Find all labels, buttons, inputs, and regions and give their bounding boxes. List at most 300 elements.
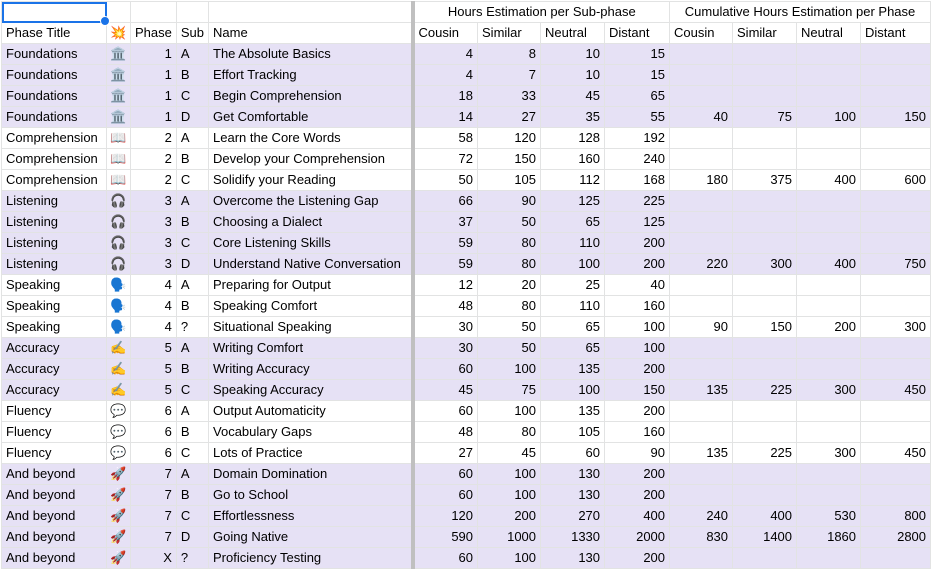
sub-phase-cell[interactable]: D: [176, 527, 208, 548]
cum-cousin-cell[interactable]: 90: [670, 317, 733, 338]
name-cell[interactable]: Going Native: [209, 527, 413, 548]
cum-similar-cell[interactable]: [733, 485, 797, 506]
neutral-hours-cell[interactable]: 110: [541, 296, 605, 317]
cum-neutral-cell[interactable]: [797, 548, 861, 569]
name-cell[interactable]: Choosing a Dialect: [209, 212, 413, 233]
cum-cousin-cell[interactable]: [670, 233, 733, 254]
phase-number-cell[interactable]: 1: [131, 107, 177, 128]
phase-icon[interactable]: 💬: [107, 401, 131, 422]
cum-similar-cell[interactable]: [733, 422, 797, 443]
distant-hours-cell[interactable]: 225: [605, 191, 670, 212]
distant-hours-cell[interactable]: 55: [605, 107, 670, 128]
cum-distant-cell[interactable]: [861, 44, 931, 65]
cum-similar-cell[interactable]: 400: [733, 506, 797, 527]
sub-phase-cell[interactable]: ?: [176, 317, 208, 338]
sub-phase-cell[interactable]: A: [176, 338, 208, 359]
distant-hours-cell[interactable]: 200: [605, 359, 670, 380]
neutral-hours-cell[interactable]: 130: [541, 548, 605, 569]
cum-neutral-cell[interactable]: 300: [797, 380, 861, 401]
sub-phase-cell[interactable]: B: [176, 212, 208, 233]
cum-neutral-cell[interactable]: 100: [797, 107, 861, 128]
distant-hours-cell[interactable]: 160: [605, 422, 670, 443]
neutral-hours-cell[interactable]: 65: [541, 212, 605, 233]
phase-icon[interactable]: 🗣️: [107, 317, 131, 338]
distant-hours-cell[interactable]: 15: [605, 65, 670, 86]
distant-hours-cell[interactable]: 200: [605, 254, 670, 275]
cousin-hours-cell[interactable]: 60: [413, 401, 478, 422]
cousin-hours-cell[interactable]: 12: [413, 275, 478, 296]
sub-phase-cell[interactable]: A: [176, 464, 208, 485]
phase-title-cell[interactable]: Foundations: [2, 86, 107, 107]
neutral-hours-cell[interactable]: 25: [541, 275, 605, 296]
name-cell[interactable]: Begin Comprehension: [209, 86, 413, 107]
distant-hours-cell[interactable]: 125: [605, 212, 670, 233]
neutral-hours-cell[interactable]: 112: [541, 170, 605, 191]
cum-similar-cell[interactable]: [733, 401, 797, 422]
phase-icon[interactable]: 🎧: [107, 233, 131, 254]
neutral-hours-cell[interactable]: 110: [541, 233, 605, 254]
neutral-hours-cell[interactable]: 100: [541, 380, 605, 401]
name-cell[interactable]: Speaking Accuracy: [209, 380, 413, 401]
cum-distant-cell[interactable]: 2800: [861, 527, 931, 548]
cousin-hours-cell[interactable]: 120: [413, 506, 478, 527]
sub-phase-cell[interactable]: A: [176, 44, 208, 65]
sub-phase-cell[interactable]: C: [176, 86, 208, 107]
cum-neutral-cell[interactable]: [797, 485, 861, 506]
cum-distant-cell[interactable]: 450: [861, 443, 931, 464]
similar-hours-cell[interactable]: 150: [478, 149, 541, 170]
name-cell[interactable]: Solidify your Reading: [209, 170, 413, 191]
phase-number-cell[interactable]: 4: [131, 296, 177, 317]
phase-title-cell[interactable]: Listening: [2, 191, 107, 212]
distant-hours-cell[interactable]: 168: [605, 170, 670, 191]
phase-title-cell[interactable]: Speaking: [2, 296, 107, 317]
sub-phase-cell[interactable]: B: [176, 359, 208, 380]
cousin-hours-cell[interactable]: 4: [413, 65, 478, 86]
neutral-hours-cell[interactable]: 160: [541, 149, 605, 170]
cum-cousin-cell[interactable]: [670, 296, 733, 317]
cum-similar-cell[interactable]: 300: [733, 254, 797, 275]
distant-hours-cell[interactable]: 200: [605, 485, 670, 506]
cum-distant-cell[interactable]: [861, 548, 931, 569]
neutral-hours-cell[interactable]: 135: [541, 359, 605, 380]
cum-neutral-cell[interactable]: [797, 359, 861, 380]
sub-phase-cell[interactable]: B: [176, 485, 208, 506]
phase-number-cell[interactable]: 1: [131, 65, 177, 86]
cousin-hours-cell[interactable]: 4: [413, 44, 478, 65]
similar-hours-cell[interactable]: 27: [478, 107, 541, 128]
cum-cousin-cell[interactable]: 220: [670, 254, 733, 275]
sub-phase-cell[interactable]: C: [176, 380, 208, 401]
cum-neutral-cell[interactable]: [797, 422, 861, 443]
cousin-hours-cell[interactable]: 14: [413, 107, 478, 128]
header-neutral[interactable]: Neutral: [541, 23, 605, 44]
phase-icon[interactable]: 🎧: [107, 191, 131, 212]
group-header-cumulative[interactable]: Cumulative Hours Estimation per Phase: [670, 2, 931, 23]
phase-icon[interactable]: 🚀: [107, 527, 131, 548]
header-cum-cousin[interactable]: Cousin: [670, 23, 733, 44]
cum-cousin-cell[interactable]: [670, 359, 733, 380]
phase-title-cell[interactable]: And beyond: [2, 485, 107, 506]
neutral-hours-cell[interactable]: 10: [541, 44, 605, 65]
cum-cousin-cell[interactable]: [670, 44, 733, 65]
phase-number-cell[interactable]: 2: [131, 170, 177, 191]
name-cell[interactable]: Overcome the Listening Gap: [209, 191, 413, 212]
phase-title-cell[interactable]: Accuracy: [2, 380, 107, 401]
phase-icon[interactable]: 📖: [107, 149, 131, 170]
neutral-hours-cell[interactable]: 35: [541, 107, 605, 128]
distant-hours-cell[interactable]: 15: [605, 44, 670, 65]
similar-hours-cell[interactable]: 100: [478, 548, 541, 569]
phase-title-cell[interactable]: Fluency: [2, 401, 107, 422]
cum-distant-cell[interactable]: [861, 296, 931, 317]
phase-icon[interactable]: 🚀: [107, 548, 131, 569]
similar-hours-cell[interactable]: 7: [478, 65, 541, 86]
phase-title-cell[interactable]: Listening: [2, 233, 107, 254]
similar-hours-cell[interactable]: 120: [478, 128, 541, 149]
cum-cousin-cell[interactable]: [670, 485, 733, 506]
cum-similar-cell[interactable]: [733, 548, 797, 569]
name-cell[interactable]: Writing Accuracy: [209, 359, 413, 380]
phase-icon[interactable]: 🏛️: [107, 65, 131, 86]
distant-hours-cell[interactable]: 40: [605, 275, 670, 296]
phase-title-cell[interactable]: Accuracy: [2, 338, 107, 359]
neutral-hours-cell[interactable]: 60: [541, 443, 605, 464]
name-cell[interactable]: Vocabulary Gaps: [209, 422, 413, 443]
cum-neutral-cell[interactable]: [797, 401, 861, 422]
empty-cell[interactable]: [107, 2, 131, 23]
neutral-hours-cell[interactable]: 105: [541, 422, 605, 443]
header-cousin[interactable]: Cousin: [413, 23, 478, 44]
phase-number-cell[interactable]: X: [131, 548, 177, 569]
cum-distant-cell[interactable]: [861, 359, 931, 380]
cum-cousin-cell[interactable]: 830: [670, 527, 733, 548]
phase-number-cell[interactable]: 1: [131, 86, 177, 107]
header-cum-similar[interactable]: Similar: [733, 23, 797, 44]
selected-cell[interactable]: [2, 2, 107, 23]
cousin-hours-cell[interactable]: 18: [413, 86, 478, 107]
sub-phase-cell[interactable]: A: [176, 191, 208, 212]
cousin-hours-cell[interactable]: 30: [413, 317, 478, 338]
cum-neutral-cell[interactable]: [797, 338, 861, 359]
phase-icon[interactable]: 🚀: [107, 464, 131, 485]
cum-cousin-cell[interactable]: 40: [670, 107, 733, 128]
phase-title-cell[interactable]: Foundations: [2, 107, 107, 128]
similar-hours-cell[interactable]: 100: [478, 401, 541, 422]
distant-hours-cell[interactable]: 192: [605, 128, 670, 149]
cousin-hours-cell[interactable]: 30: [413, 338, 478, 359]
name-cell[interactable]: Learn the Core Words: [209, 128, 413, 149]
cum-distant-cell[interactable]: 750: [861, 254, 931, 275]
cum-distant-cell[interactable]: 800: [861, 506, 931, 527]
similar-hours-cell[interactable]: 80: [478, 233, 541, 254]
cum-similar-cell[interactable]: 150: [733, 317, 797, 338]
distant-hours-cell[interactable]: 100: [605, 317, 670, 338]
sub-phase-cell[interactable]: C: [176, 506, 208, 527]
distant-hours-cell[interactable]: 200: [605, 401, 670, 422]
neutral-hours-cell[interactable]: 125: [541, 191, 605, 212]
distant-hours-cell[interactable]: 2000: [605, 527, 670, 548]
cousin-hours-cell[interactable]: 50: [413, 170, 478, 191]
name-cell[interactable]: Effortlessness: [209, 506, 413, 527]
cum-neutral-cell[interactable]: 530: [797, 506, 861, 527]
phase-title-cell[interactable]: Comprehension: [2, 170, 107, 191]
cum-distant-cell[interactable]: [861, 422, 931, 443]
cum-neutral-cell[interactable]: [797, 212, 861, 233]
distant-hours-cell[interactable]: 200: [605, 464, 670, 485]
phase-number-cell[interactable]: 6: [131, 401, 177, 422]
phase-number-cell[interactable]: 2: [131, 128, 177, 149]
cum-similar-cell[interactable]: [733, 44, 797, 65]
phase-icon[interactable]: ✍️: [107, 338, 131, 359]
phase-number-cell[interactable]: 7: [131, 527, 177, 548]
phase-number-cell[interactable]: 7: [131, 464, 177, 485]
cum-distant-cell[interactable]: [861, 275, 931, 296]
sub-phase-cell[interactable]: D: [176, 254, 208, 275]
cousin-hours-cell[interactable]: 60: [413, 359, 478, 380]
distant-hours-cell[interactable]: 100: [605, 338, 670, 359]
phase-number-cell[interactable]: 5: [131, 359, 177, 380]
similar-hours-cell[interactable]: 1000: [478, 527, 541, 548]
cum-similar-cell[interactable]: [733, 65, 797, 86]
similar-hours-cell[interactable]: 45: [478, 443, 541, 464]
cum-cousin-cell[interactable]: [670, 65, 733, 86]
neutral-hours-cell[interactable]: 130: [541, 464, 605, 485]
cum-neutral-cell[interactable]: [797, 149, 861, 170]
cum-cousin-cell[interactable]: [670, 338, 733, 359]
cum-neutral-cell[interactable]: [797, 233, 861, 254]
phase-number-cell[interactable]: 3: [131, 233, 177, 254]
phase-icon[interactable]: 📖: [107, 128, 131, 149]
phase-icon[interactable]: 💬: [107, 422, 131, 443]
cum-distant-cell[interactable]: [861, 485, 931, 506]
cousin-hours-cell[interactable]: 66: [413, 191, 478, 212]
cum-distant-cell[interactable]: 450: [861, 380, 931, 401]
header-name[interactable]: Name: [209, 23, 413, 44]
sub-phase-cell[interactable]: D: [176, 107, 208, 128]
sub-phase-cell[interactable]: C: [176, 233, 208, 254]
cum-similar-cell[interactable]: 225: [733, 443, 797, 464]
cum-similar-cell[interactable]: [733, 86, 797, 107]
neutral-hours-cell[interactable]: 128: [541, 128, 605, 149]
phase-number-cell[interactable]: 4: [131, 275, 177, 296]
cousin-hours-cell[interactable]: 58: [413, 128, 478, 149]
cum-cousin-cell[interactable]: [670, 86, 733, 107]
phase-icon[interactable]: 🚀: [107, 506, 131, 527]
similar-hours-cell[interactable]: 50: [478, 317, 541, 338]
cum-similar-cell[interactable]: 75: [733, 107, 797, 128]
cum-cousin-cell[interactable]: [670, 401, 733, 422]
name-cell[interactable]: Proficiency Testing: [209, 548, 413, 569]
name-cell[interactable]: Writing Comfort: [209, 338, 413, 359]
cum-cousin-cell[interactable]: 135: [670, 443, 733, 464]
distant-hours-cell[interactable]: 200: [605, 548, 670, 569]
cum-neutral-cell[interactable]: 400: [797, 170, 861, 191]
cum-similar-cell[interactable]: [733, 296, 797, 317]
cousin-hours-cell[interactable]: 59: [413, 254, 478, 275]
phase-icon[interactable]: 🚀: [107, 485, 131, 506]
sub-phase-cell[interactable]: A: [176, 128, 208, 149]
cum-distant-cell[interactable]: [861, 128, 931, 149]
phase-icon[interactable]: 💬: [107, 443, 131, 464]
selection-fill-handle[interactable]: [100, 16, 110, 26]
similar-hours-cell[interactable]: 100: [478, 485, 541, 506]
cum-cousin-cell[interactable]: [670, 128, 733, 149]
cum-cousin-cell[interactable]: 240: [670, 506, 733, 527]
cum-similar-cell[interactable]: [733, 464, 797, 485]
phase-number-cell[interactable]: 6: [131, 422, 177, 443]
phase-title-cell[interactable]: And beyond: [2, 548, 107, 569]
cum-cousin-cell[interactable]: 180: [670, 170, 733, 191]
similar-hours-cell[interactable]: 80: [478, 422, 541, 443]
phase-number-cell[interactable]: 1: [131, 44, 177, 65]
phase-title-cell[interactable]: Fluency: [2, 443, 107, 464]
name-cell[interactable]: Preparing for Output: [209, 275, 413, 296]
sub-phase-cell[interactable]: B: [176, 296, 208, 317]
phase-number-cell[interactable]: 3: [131, 191, 177, 212]
phase-number-cell[interactable]: 4: [131, 317, 177, 338]
phase-icon[interactable]: 🏛️: [107, 44, 131, 65]
phase-icon[interactable]: 🎧: [107, 254, 131, 275]
phase-number-cell[interactable]: 5: [131, 380, 177, 401]
name-cell[interactable]: Get Comfortable: [209, 107, 413, 128]
cum-neutral-cell[interactable]: [797, 65, 861, 86]
cum-similar-cell[interactable]: [733, 233, 797, 254]
cum-similar-cell[interactable]: [733, 338, 797, 359]
cum-neutral-cell[interactable]: [797, 86, 861, 107]
similar-hours-cell[interactable]: 50: [478, 212, 541, 233]
phase-icon[interactable]: ✍️: [107, 380, 131, 401]
sub-phase-cell[interactable]: C: [176, 443, 208, 464]
cum-distant-cell[interactable]: [861, 212, 931, 233]
cousin-hours-cell[interactable]: 60: [413, 485, 478, 506]
phase-title-cell[interactable]: And beyond: [2, 506, 107, 527]
name-cell[interactable]: Go to School: [209, 485, 413, 506]
header-phase-title[interactable]: Phase Title: [2, 23, 107, 44]
cum-neutral-cell[interactable]: 200: [797, 317, 861, 338]
name-cell[interactable]: Domain Domination: [209, 464, 413, 485]
distant-hours-cell[interactable]: 90: [605, 443, 670, 464]
header-similar[interactable]: Similar: [478, 23, 541, 44]
cum-cousin-cell[interactable]: [670, 212, 733, 233]
similar-hours-cell[interactable]: 100: [478, 464, 541, 485]
phase-icon[interactable]: 🏛️: [107, 86, 131, 107]
similar-hours-cell[interactable]: 90: [478, 191, 541, 212]
cousin-hours-cell[interactable]: 48: [413, 422, 478, 443]
sub-phase-cell[interactable]: B: [176, 65, 208, 86]
cum-cousin-cell[interactable]: [670, 422, 733, 443]
similar-hours-cell[interactable]: 80: [478, 296, 541, 317]
similar-hours-cell[interactable]: 200: [478, 506, 541, 527]
distant-hours-cell[interactable]: 200: [605, 233, 670, 254]
empty-cell[interactable]: [131, 2, 177, 23]
phase-title-cell[interactable]: Speaking: [2, 275, 107, 296]
name-cell[interactable]: Lots of Practice: [209, 443, 413, 464]
similar-hours-cell[interactable]: 8: [478, 44, 541, 65]
name-cell[interactable]: Understand Native Conversation: [209, 254, 413, 275]
phase-title-cell[interactable]: Foundations: [2, 65, 107, 86]
cum-neutral-cell[interactable]: [797, 128, 861, 149]
phase-number-cell[interactable]: 7: [131, 506, 177, 527]
cum-distant-cell[interactable]: [861, 464, 931, 485]
cousin-hours-cell[interactable]: 37: [413, 212, 478, 233]
group-header-hours[interactable]: Hours Estimation per Sub-phase: [413, 2, 670, 23]
neutral-hours-cell[interactable]: 100: [541, 254, 605, 275]
similar-hours-cell[interactable]: 20: [478, 275, 541, 296]
sub-phase-cell[interactable]: C: [176, 170, 208, 191]
cum-similar-cell[interactable]: [733, 128, 797, 149]
cum-similar-cell[interactable]: 225: [733, 380, 797, 401]
name-cell[interactable]: Situational Speaking: [209, 317, 413, 338]
similar-hours-cell[interactable]: 33: [478, 86, 541, 107]
header-distant[interactable]: Distant: [605, 23, 670, 44]
neutral-hours-cell[interactable]: 65: [541, 338, 605, 359]
phase-icon[interactable]: 🗣️: [107, 296, 131, 317]
cum-cousin-cell[interactable]: 135: [670, 380, 733, 401]
cum-similar-cell[interactable]: [733, 212, 797, 233]
cum-distant-cell[interactable]: 300: [861, 317, 931, 338]
header-cum-neutral[interactable]: Neutral: [797, 23, 861, 44]
cum-cousin-cell[interactable]: [670, 275, 733, 296]
similar-hours-cell[interactable]: 75: [478, 380, 541, 401]
cum-distant-cell[interactable]: 150: [861, 107, 931, 128]
distant-hours-cell[interactable]: 160: [605, 296, 670, 317]
cum-neutral-cell[interactable]: [797, 44, 861, 65]
cum-neutral-cell[interactable]: 400: [797, 254, 861, 275]
cum-neutral-cell[interactable]: [797, 191, 861, 212]
phase-number-cell[interactable]: 3: [131, 254, 177, 275]
phase-icon[interactable]: 🏛️: [107, 107, 131, 128]
phase-title-cell[interactable]: Listening: [2, 212, 107, 233]
phase-title-cell[interactable]: Comprehension: [2, 128, 107, 149]
sub-phase-cell[interactable]: A: [176, 401, 208, 422]
empty-cell[interactable]: [209, 2, 413, 23]
distant-hours-cell[interactable]: 400: [605, 506, 670, 527]
sub-phase-cell[interactable]: A: [176, 275, 208, 296]
cousin-hours-cell[interactable]: 60: [413, 548, 478, 569]
cum-similar-cell[interactable]: 1400: [733, 527, 797, 548]
cum-similar-cell[interactable]: 375: [733, 170, 797, 191]
cum-distant-cell[interactable]: [861, 149, 931, 170]
cum-cousin-cell[interactable]: [670, 548, 733, 569]
cum-distant-cell[interactable]: [861, 338, 931, 359]
cousin-hours-cell[interactable]: 590: [413, 527, 478, 548]
cum-similar-cell[interactable]: [733, 275, 797, 296]
empty-cell[interactable]: [176, 2, 208, 23]
phase-icon[interactable]: 📖: [107, 170, 131, 191]
cum-neutral-cell[interactable]: [797, 275, 861, 296]
phase-number-cell[interactable]: 2: [131, 149, 177, 170]
cousin-hours-cell[interactable]: 27: [413, 443, 478, 464]
phase-icon[interactable]: 🎧: [107, 212, 131, 233]
name-cell[interactable]: Speaking Comfort: [209, 296, 413, 317]
cum-neutral-cell[interactable]: [797, 464, 861, 485]
cum-distant-cell[interactable]: 600: [861, 170, 931, 191]
phase-number-cell[interactable]: 7: [131, 485, 177, 506]
phase-title-cell[interactable]: Foundations: [2, 44, 107, 65]
sub-phase-cell[interactable]: B: [176, 149, 208, 170]
cum-neutral-cell[interactable]: 1860: [797, 527, 861, 548]
cum-cousin-cell[interactable]: [670, 191, 733, 212]
neutral-hours-cell[interactable]: 1330: [541, 527, 605, 548]
distant-hours-cell[interactable]: 150: [605, 380, 670, 401]
cousin-hours-cell[interactable]: 59: [413, 233, 478, 254]
phase-number-cell[interactable]: 3: [131, 212, 177, 233]
phase-title-cell[interactable]: Listening: [2, 254, 107, 275]
neutral-hours-cell[interactable]: 45: [541, 86, 605, 107]
sub-phase-cell[interactable]: ?: [176, 548, 208, 569]
name-cell[interactable]: Develop your Comprehension: [209, 149, 413, 170]
